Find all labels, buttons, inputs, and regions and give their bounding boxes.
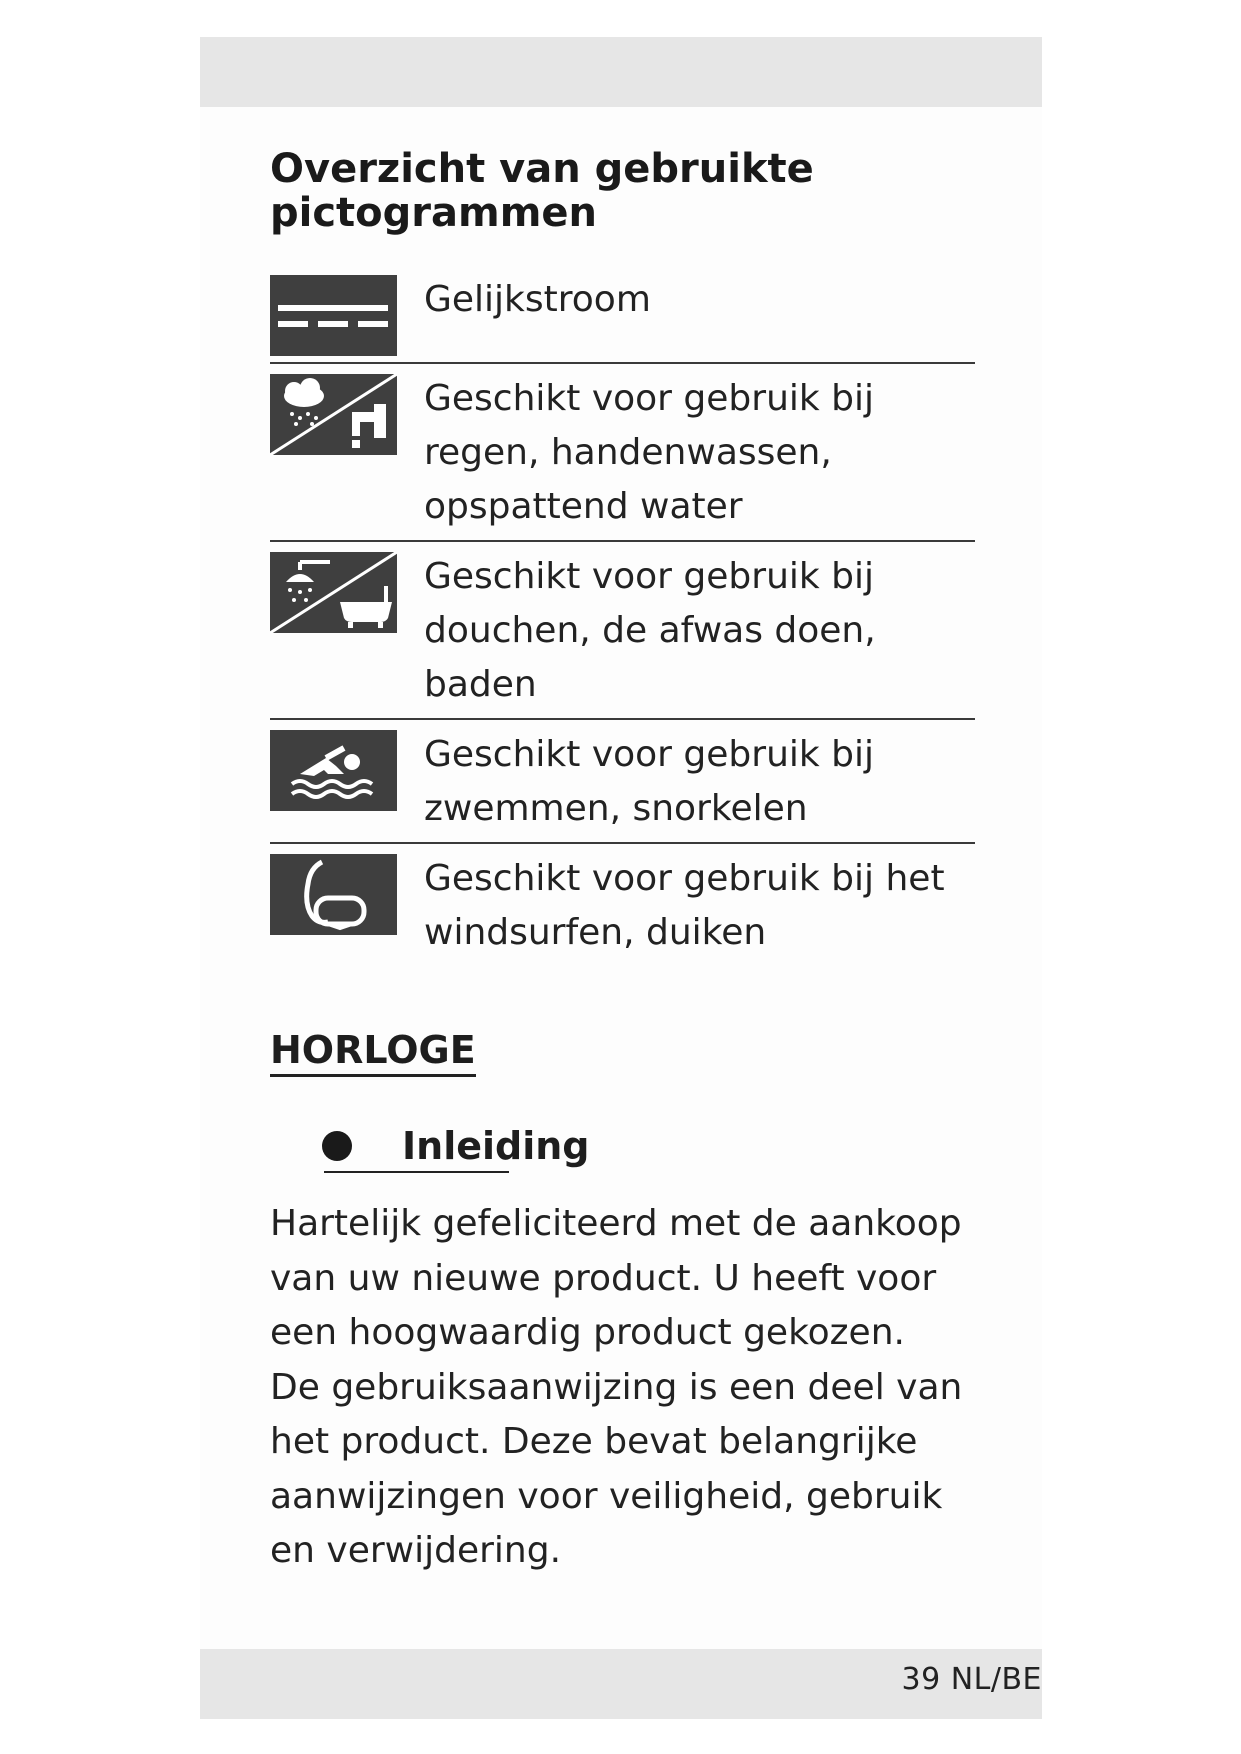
pictogram-row xyxy=(270,844,975,966)
pictogram-label: Geschikt voor gebruik bij regen, handenwassen, opspattend water xyxy=(424,378,875,527)
pictogram-table xyxy=(270,265,975,966)
pictogram-label: Geschikt voor gebruik bij douchen, de afwas doen, baden xyxy=(424,556,876,705)
pictogram-label: Gelijkstroom xyxy=(424,279,651,320)
swimming-icon xyxy=(270,730,397,811)
subsection-underline xyxy=(324,1171,509,1173)
subsection-title: Inleiding xyxy=(402,1124,590,1168)
intro-text xyxy=(270,1197,975,1579)
pictogram-label: Geschikt voor gebruik bij zwemmen, snorkelen xyxy=(424,734,875,829)
shower-bath-icon xyxy=(270,552,397,633)
pictogram-label: Geschikt voor gebruik bij het windsurfen, duiken xyxy=(424,858,945,953)
pictogram-row xyxy=(270,542,975,720)
footer-band xyxy=(200,1649,1042,1719)
subsection-heading xyxy=(322,1123,975,1169)
page-number: 39 NL/BE xyxy=(901,1662,1042,1697)
intro-paragraph: De gebruiksaanwijzing is een deel van het product. Deze bevat belangrijke aanwijzingen voor veiligheid, gebruik en verwijdering. xyxy=(270,1366,963,1571)
direct-current-icon xyxy=(270,275,397,356)
pictogram-row xyxy=(270,364,975,542)
snorkel-mask-icon xyxy=(270,854,397,935)
pictogram-row xyxy=(270,265,975,364)
page-content xyxy=(270,147,975,1579)
manual-page xyxy=(200,37,1042,1719)
section-title: Overzicht van gebruikte pictogrammen xyxy=(270,146,814,236)
bullet-icon xyxy=(322,1131,352,1161)
rain-handwashing-icon xyxy=(270,374,397,455)
header-band xyxy=(200,37,1042,107)
chapter-title: HORLOGE xyxy=(270,1028,476,1077)
pictogram-row xyxy=(270,720,975,844)
intro-paragraph: Hartelijk gefeliciteerd met de aankoop van uw nieuwe product. U heeft voor een hoogwaardig product gekozen. xyxy=(270,1203,962,1353)
